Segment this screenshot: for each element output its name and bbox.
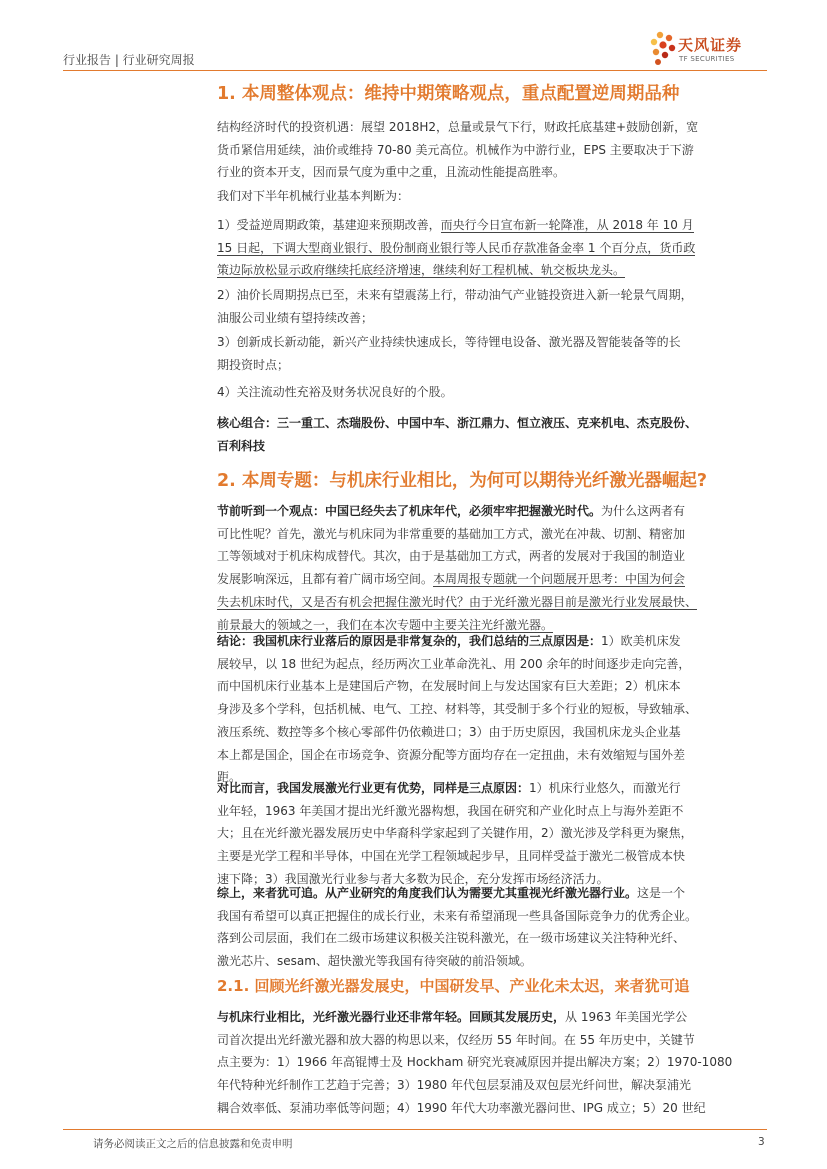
text-line: 耦合效率低、泵浦功率低等问题；4）1990 年代大功率激光器问世、IPG 成立；5）20 世纪 — [217, 1100, 706, 1115]
text-line: 我们对下半年机械行业基本判断为： — [217, 189, 410, 203]
text-segment: 1）受益逆周期政策，基建迎来预期改善， — [217, 218, 441, 232]
text-line: 可比性呢？首先，激光与机床同为非常重要的基础加工方式，激光在冲裁、切割、精密加 — [217, 526, 686, 541]
section-1-paragraph-1 — [217, 116, 767, 184]
bold-text: 与机床行业相比，光纤激光器行业还非常年轻。回顾其发展历史， — [217, 1010, 566, 1024]
text-line: 身涉及多个学科，包括机械、电气、工控、材料等，其受制于多个行业的短板，导致轴承、 — [217, 702, 698, 717]
text-line: 本上都是国企，国企在市场竞争、资源分配等方面均存在一定扭曲，未有效缩短与国外差 — [217, 747, 686, 762]
section-2-paragraph-4 — [217, 882, 767, 973]
text-line: 行业的资本开支，因而景气度为重中之重，且流动性能提高胜率。 — [217, 165, 566, 180]
header-divider — [63, 70, 767, 71]
page-number: 3 — [758, 1136, 765, 1148]
text-line: 液压系统、数控等多个核心零部件仍依赖进口；3）由于历史原因，我国机床龙头企业基 — [217, 724, 681, 739]
section-2-paragraph-2 — [217, 630, 767, 789]
text-line: 业年轻，1963 年美国才提出光纤激光器构想，我国在研究和产业化时点上与海外差距不 — [217, 803, 684, 818]
underlined-text: 失去机床时代，又是否有机会把握住激光时代？ — [217, 594, 470, 609]
text-line: 展较早，以 18 世纪为起点，经历两次工业革命洗礼、用 200 余年的时间逐步走向完善， — [217, 656, 691, 671]
text-line: 核心组合：三一重工、杰瑞股份、中国中车、浙江鼎力、恒立液压、克来机电、杰克股份、 — [217, 416, 698, 430]
text-line: 货币紧信用延续，油价或维持 70-80 美元高位。机械作为中游行业，EPS 主要取决于下游 — [217, 142, 694, 157]
bold-text: 综上，来者犹可追。从产业研究的角度我们认为需要尤其重视光纤激光器行业。 — [217, 886, 638, 900]
text-line: 速下降；3）我国激光行业参与者大多数为民企，充分发挥市场经济活力。 — [217, 871, 609, 886]
bold-text: 结论：我国机床行业落后的原因是非常复杂的，我们总结的三点原因是： — [217, 634, 602, 648]
section-2-1-paragraph-1 — [217, 1006, 767, 1120]
section-1-point-3 — [217, 331, 767, 376]
underlined-text: 而央行今日宣布新一轮降准，从 2018 年 10 月 — [440, 218, 694, 232]
text-line: 司首次提出光纤激光器和放大器的构思以来，仅经历 55 年时间。在 55 年历史中，关键节 — [217, 1032, 695, 1047]
text-line: 3）创新成长新动能，新兴产业持续快速成长，等待锂电设备、激光器及智能装备等的长 — [217, 335, 681, 349]
footer-disclaimer: 请务必阅读正文之后的信息披露和免责申明 — [93, 1138, 293, 1150]
section-1-point-4 — [217, 381, 767, 404]
section-2-paragraph-3 — [217, 777, 767, 891]
underlined-text: 由于光纤激光器目前是激光行业发展最快、 — [469, 594, 698, 609]
text-line: 而中国机床行业基本上是建国后产物，在发展时间上与发达国家有巨大差距；2）机床本 — [217, 679, 681, 694]
section-1-title: 1. 本周整体观点：维持中期策略观点，重点配置逆周期品种 — [217, 84, 680, 104]
text-line: 结构经济时代的投资机遇：展望 2018H2，总量或景气下行，财政托底基建+鼓励创新，宽 — [217, 120, 699, 134]
logo-name-cn: 天风证券 — [678, 36, 743, 54]
section-2-paragraph-1 — [217, 500, 767, 636]
underlined-text: 前景最大的领域之一，我们在本次专题中主要关注光纤激光器。 — [217, 617, 554, 632]
section-2-1-title: 2.1. 回顾光纤激光器发展史，中国研发早、产业化未太迟，来者犹可追 — [217, 977, 690, 995]
text-line: 年代特种光纤制作工艺趋于完善；3）1980 年代包层泵浦及双包层光纤问世，解决泵浦光 — [217, 1078, 691, 1093]
text-segment: 从 1963 年美国光学公 — [565, 1010, 688, 1024]
underlined-text: 策边际放松显示政府继续托底经济增速，继续利好工程机械、轨交板块龙头。 — [217, 263, 626, 278]
text-line: 我国有希望可以真正把握住的成长行业，未来有希望涌现一些具备国际竞争力的优秀企业。 — [217, 908, 698, 923]
text-line: 百利科技 — [217, 438, 266, 453]
bold-text: 节前听到一个观点：中国已经失去了机床年代，必须牢牢把握激光时代。 — [217, 504, 602, 518]
bold-text: 对比而言，我国发展激光行业更有优势，同样是三点原因： — [217, 781, 530, 795]
core-portfolio — [217, 412, 767, 457]
text-segment: 1）机床行业悠久，而激光行 — [529, 781, 681, 795]
underlined-text: 本周周报专题就一个问题展开思考：中国为何会 — [433, 572, 686, 587]
text-segment: 这是一个 — [637, 886, 686, 900]
section-1-point-1 — [217, 214, 767, 282]
text-segment: 为什么这两者有 — [601, 504, 686, 518]
text-segment: 发展影响深远，且都有着广阔市场空间。 — [217, 572, 434, 587]
text-line: 大；且在光纤激光器发展历史中华裔科学家起到了关键作用，2）激光涉及学科更为聚焦， — [217, 826, 693, 841]
text-line: 距。 — [217, 770, 242, 785]
text-line: 主要是光学工程和半导体，中国在光学工程领域起步早，且同样受益于激光二极管成本快 — [217, 849, 686, 864]
text-line: 点主要为：1）1966 年高锟博士及 Hockham 研究光衰减原因并提出解决方案；2）1970-1080 — [217, 1055, 733, 1070]
section-1-point-2 — [217, 284, 767, 329]
section-1-paragraph-2 — [217, 185, 767, 208]
text-line: 激光芯片、sesam、超快激光等我国有待突破的前沿领域。 — [217, 954, 532, 969]
section-2-title: 2. 本周专题：与机床行业相比，为何可以期待光纤激光器崛起? — [217, 471, 708, 491]
logo-name-en: TF SECURITIES — [679, 55, 735, 63]
text-line: 落到公司层面，我们在二级市场建议积极关注锐科激光，在一级市场建议关注特种光纤、 — [217, 931, 686, 946]
underlined-text: 15 日起，下调大型商业银行、股份制商业银行等人民币存款准备金率 1 个百分点，货币政 — [217, 240, 696, 255]
footer-divider — [63, 1129, 767, 1130]
text-line: 2）油价长周期拐点已至，未来有望震荡上行，带动油气产业链投资进入新一轮景气周期， — [217, 288, 693, 302]
text-segment: 1）欧美机床发 — [601, 634, 681, 648]
text-line: 工等领域对于机床构成替代。其次，由于是基础加工方式，两者的发展对于我国的制造业 — [217, 549, 686, 564]
text-line: 期投资时点； — [217, 357, 290, 372]
text-line: 4）关注流动性充裕及财务状况良好的个股。 — [217, 385, 453, 399]
text-line: 油服公司业绩有望持续改善； — [217, 310, 374, 325]
breadcrumb: 行业报告 | 行业研究周报 — [63, 53, 195, 67]
